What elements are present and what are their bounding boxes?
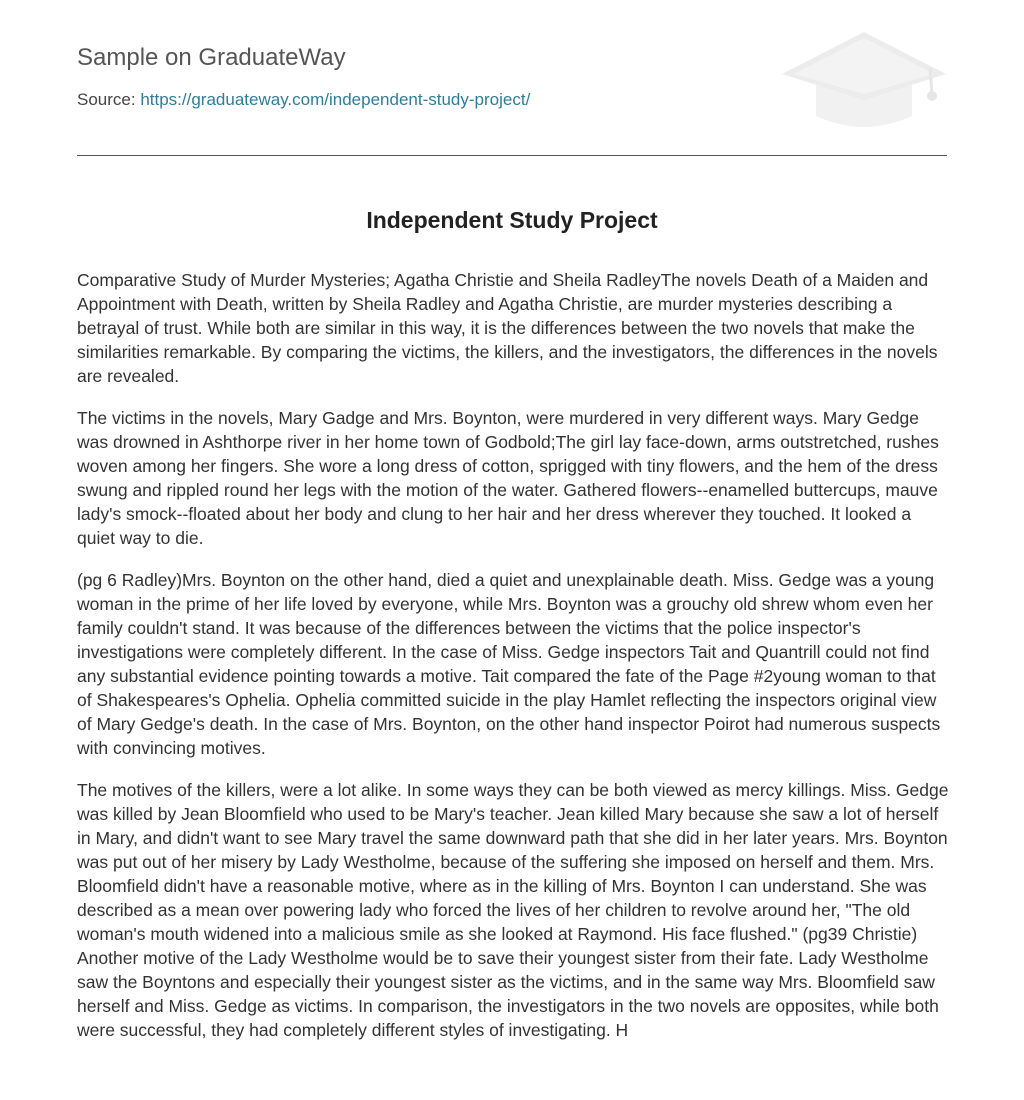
source-line — [77, 90, 530, 110]
source-link[interactable]: https://graduateway.com/independent-study-project/ — [140, 90, 531, 109]
paragraph: The victims in the novels, Mary Gadge and Mrs. Boynton, were murdered in very different ways. Mary Gedge was drowned in Ashthorpe river in her home town of Godbold;The girl lay face-down, arms outstretched, rushes woven among her fingers. She wore a long dress of cotton, sprigged with tiny flowers, and the hem of the dress swung and rippled round her legs with the motion of the water. Gathered flowers--enamelled buttercups, mauve lady's smock--floated about her body and clung to her hair and her dress wherever they touched. It looked a quiet way to die. — [77, 408, 939, 548]
paragraph: The motives of the killers, were a lot alike. In some ways they can be both viewed as mercy killings. Miss. Gedge was killed by Jean Bloomfield who used to be Mary's teacher. Jean killed Mary because she saw a lot of herself in Mary, and didn't want to see Mary travel the same downward path that she did in her later years. Mrs. Boynton was put out of her misery by Lady Westholme, because of the suffering she imposed on herself and them. Mrs. Bloomfield didn't have a reasonable motive, where as in the killing of Mrs. Boynton I can understand. She was described as a mean over powering lady who forced the lives of her children to revolve around her, "The old woman's mouth widened into a malicious smile as she looked at Raymond. His face flushed." (pg39 Christie) Another motive of the Lady Westholme would be to save their youngest sister from their fate. Lady Westholme saw the Boyntons and especially their youngest sister as the victims, and in the same way Mrs. Bloomfield saw herself and Miss. Gedge as victims. In comparison, the investigators in the two novels are opposites, while both were successful, they had completely different styles of investigating. H — [77, 780, 949, 1040]
source-label: Source: — [77, 90, 136, 109]
paragraph: (pg 6 Radley)Mrs. Boynton on the other hand, died a quiet and unexplainable death. Miss. Gedge was a young woman in the prime of her life loved by everyone, while Mrs. Boynton was a grouchy old shrew whom even her family couldn't stand. It was because of the differences between the victims that the police inspector's investigations were completely different. In the case of Miss. Gedge inspectors Tait and Quantrill could not find any substantial evidence pointing towards a motive. Tait compared the fate of the Page #2young woman to that of Shakespeares's Ophelia. Ophelia committed suicide in the play Hamlet reflecting the inspectors original view of Mary Gedge's death. In the case of Mrs. Boynton, on the other hand inspector Poirot had numerous suspects with convincing motives. — [77, 570, 941, 758]
paragraph: Comparative Study of Murder Mysteries; Agatha Christie and Sheila RadleyThe novels Death of a Maiden and Appointment with Death, written by Sheila Radley and Agatha Christie, are murder mysteries describing a betrayal of trust. While both are similar in this way, it is the differences between the two novels that make the similarities remarkable. By comparing the victims, the killers, and the investigators, the differences in the novels are revealed. — [77, 270, 938, 386]
graduation-cap-icon — [780, 30, 948, 134]
document-title: Independent Study Project — [366, 207, 658, 233]
site-title: Sample on GraduateWay — [77, 44, 346, 71]
document-body — [77, 268, 949, 1044]
header-divider — [77, 155, 947, 156]
